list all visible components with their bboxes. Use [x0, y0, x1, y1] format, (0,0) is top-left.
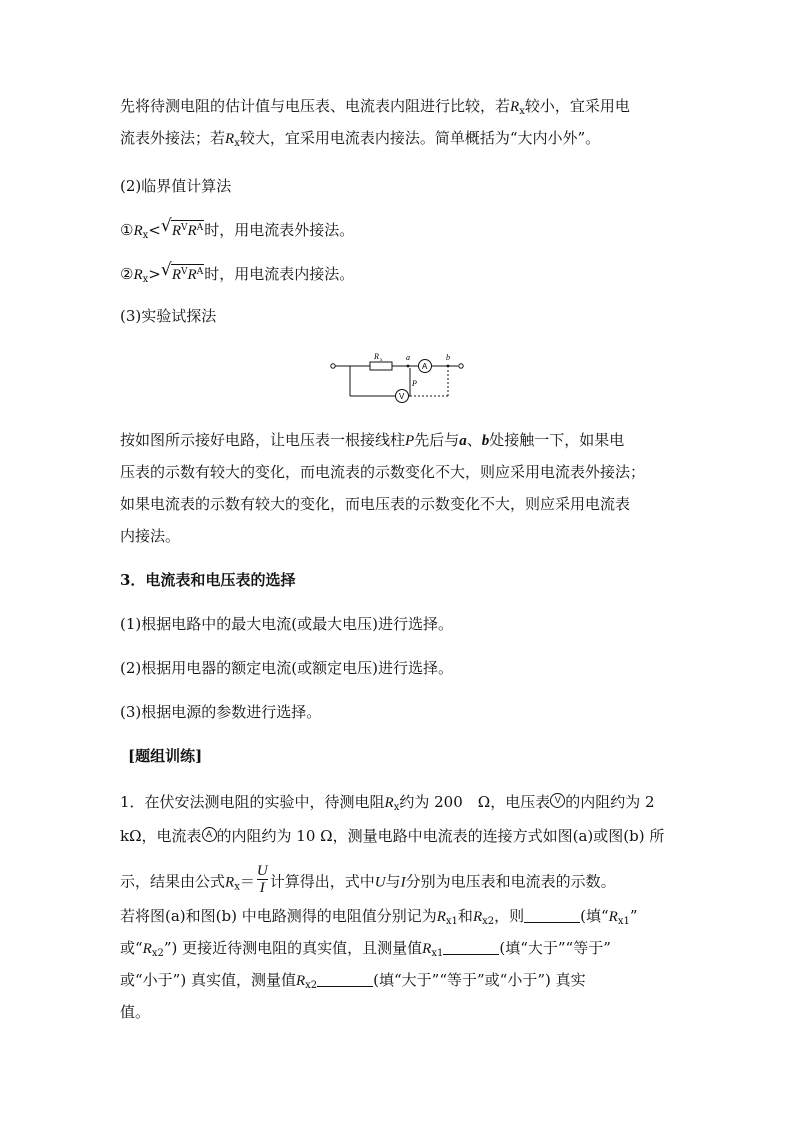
selection-rule: (1)根据电路中的最大电流(或最大电压)进行选择。 — [120, 615, 453, 633]
selection-rule: (2)根据用电器的额定电流(或额定电压)进行选择。 — [120, 659, 453, 677]
question-line: kΩ，电流表 A 的内阻约为 10 Ω，测量电路中电流表的连接方式如图(a)或图(b) 所 — [120, 827, 665, 845]
criterion-1: $①R_x<$ √ $R^VR^A$时，用电流表外接法。 — [120, 216, 355, 241]
ammeter-icon: A — [202, 827, 217, 842]
rx-symbol: R — [510, 99, 520, 115]
node-b-label: b — [446, 353, 450, 362]
svg-text:A: A — [422, 362, 428, 371]
resistor-rx — [370, 362, 392, 370]
para-line: 内接法。 — [120, 527, 181, 545]
para-line: 先将待测电阻的估计值与电压表、电流表内阻进行比较，若$R_x$较小，宜采用电 — [120, 97, 630, 117]
voltmeter-icon: V — [550, 793, 565, 808]
para-line: 如果电流表的示数有较大的变化，而电压表的示数变化不大，则应采用电流表 — [120, 495, 631, 513]
resistor-label: R — [374, 352, 379, 361]
fraction-u-over-i: $\frac{U}{I}$ — [256, 863, 268, 896]
answer-blank-1[interactable] — [524, 908, 580, 923]
sqrt-expression: √ $R^VR^A$ — [160, 260, 204, 283]
question-line: 1．在伏安法测电阻的实验中，待测电阻$R_x$约为 200 Ω，电压表 V 的内阻约为 2 — [120, 793, 655, 813]
answer-blank-3[interactable] — [317, 972, 373, 987]
para-line: 按如图所示接好电路，让电压表一根接线柱P先后与a、b处接触一下，如果电 — [120, 431, 625, 449]
section-heading: 3．电流表和电压表的选择 — [120, 571, 296, 589]
heading-critical-value: (2)临界值计算法 — [120, 177, 232, 195]
criterion-2: $②R_x>$ √ $R^VR^A$时，用电流表内接法。 — [120, 260, 355, 285]
svg-text:x: x — [380, 358, 383, 363]
question-line: 若将图(a)和图(b) 中电路测得的电阻值分别记为$R_{x1}$和$R_{x2}$，则 (填“$R_{x1}$” — [120, 907, 638, 927]
question-line: 或“小于”) 真实值，测量值$R_{x2}$ (填“大于”“等于”或“小于”) 真实 — [120, 971, 586, 991]
para-line: 压表的示数有较大的变化，而电流表的示数变化不大，则应采用电流表外接法； — [120, 463, 646, 481]
answer-blank-2[interactable] — [443, 940, 499, 955]
sqrt-expression: √ $R^VR^A$ — [160, 216, 204, 239]
heading-trial-method: (3)实验试探法 — [120, 307, 217, 325]
training-heading: [题组训练] — [128, 747, 203, 765]
selection-rule: (3)根据电源的参数进行选择。 — [120, 703, 322, 721]
para-line: 流表外接法；若$R_x$较大，宜采用电流表内接法。简单概括为“大内小外”。 — [120, 129, 601, 149]
question-line: 或“$R_{x2}$”) 更接近待测电阻的真实值，且测量值$R_{x1}$ (填“大于”“等于” — [120, 939, 611, 959]
contact-p-label: P — [412, 379, 417, 388]
question-line: 示，结果由公式$R_x=$ $\frac{U}{I}$ 计算得出，式中U与I分别为电压表和电流表的示数。 — [120, 863, 616, 896]
circuit-diagram — [330, 348, 470, 404]
node-a-label: a — [406, 353, 410, 362]
svg-text:V: V — [399, 392, 405, 401]
question-line: 值。 — [120, 1003, 151, 1021]
